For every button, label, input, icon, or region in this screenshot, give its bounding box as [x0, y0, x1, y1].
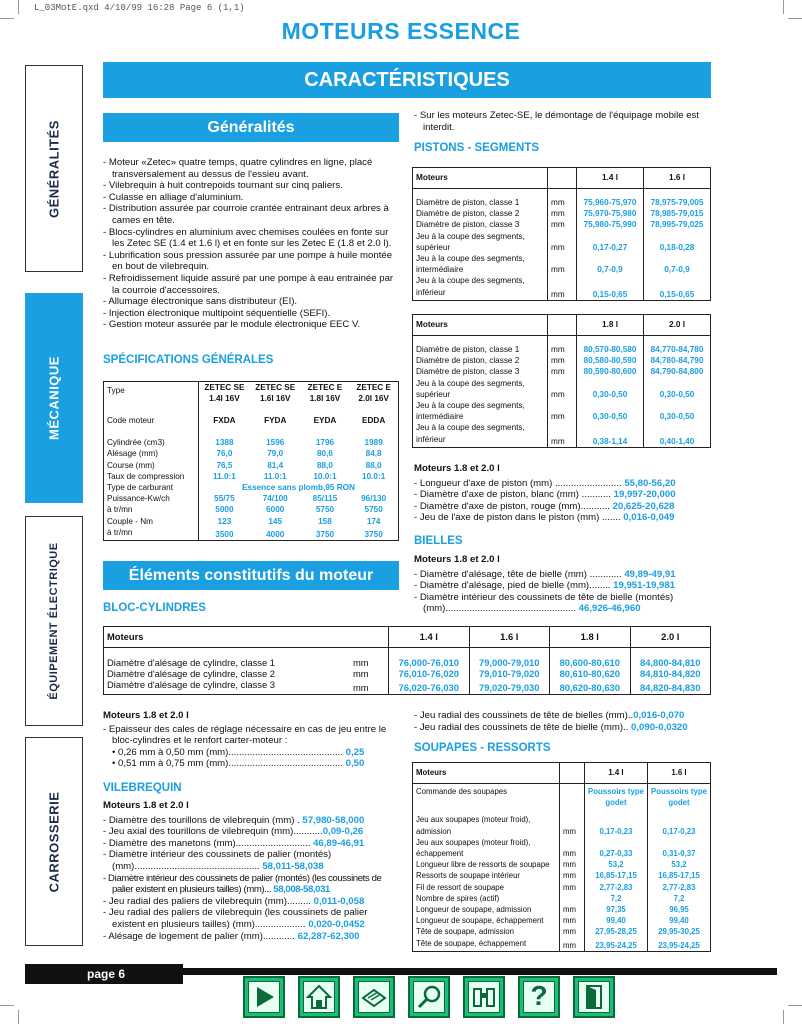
table-cell: mm [548, 355, 577, 366]
table-cell: 7,2 [648, 893, 711, 904]
table-cell: 2,77-2,83 [648, 882, 711, 893]
table-cell: mm [560, 938, 585, 952]
table-cell: Jeu à la coupe des segments, inférieur [416, 276, 525, 297]
table-cell: 75,980-75,990 [577, 219, 644, 230]
list-item: - Diamètre intérieur des coussinets de tête de bielle (montés) (mm)................................................. 46,926-46,960 [414, 591, 674, 615]
generalites-banner: Généralités [103, 113, 399, 142]
table-cell: Jeu aux soupapes (moteur froid), admission [416, 815, 531, 836]
table-cell: 0,30-0,50 [577, 378, 644, 400]
table-header: Moteurs [413, 168, 548, 189]
table-cell: Diamètre de piston, classe 1 [416, 198, 520, 207]
table-header: 1.6 l [648, 763, 711, 784]
shim-label: • 0,26 mm à 0,50 mm (mm)........................................... [112, 746, 343, 758]
table-cell: 88,0 [365, 460, 382, 470]
table-header: 1.4 l [577, 168, 644, 189]
table-cell: Longueur libre de ressorts de soupape [416, 860, 550, 870]
table-header: Moteurs [413, 763, 560, 784]
table-cell: Essence sans plomb,95 RON [199, 482, 399, 493]
table-cell: mm [560, 915, 585, 926]
table-cell: 0,7-0,9 [644, 253, 711, 275]
bielles-sub: Moteurs 1.8 et 2.0 l [414, 554, 500, 565]
table-cell: 84,770-84,780 [644, 336, 711, 356]
table-cell: 79,020-79,030 [469, 679, 550, 694]
table-cell: 0,17-0,27 [577, 231, 644, 253]
list-item: - Diamètre intérieur des coussinets de palier (montés) (mm)............................................... 58,011-58,038 [103, 849, 332, 872]
table-cell: 81,4 [267, 460, 284, 470]
bielles-block [414, 554, 712, 615]
list-item: - Diamètre d'axe de piston, rouge (mm)........... 20,625-20,628 [414, 500, 675, 512]
table-cell: 1596 [266, 438, 285, 448]
list-item: - Lubrification sous pression assurée par une pompe à huile montée en bout de vilebrequin. [103, 249, 393, 273]
pistons-heading: PISTONS - SEGMENTS [414, 142, 540, 154]
table-cell: 76,5 [199, 460, 250, 471]
axe-sub: Moteurs 1.8 et 2.0 l [414, 463, 500, 474]
table-cell: 3750 [315, 529, 335, 539]
table-cell: Diamètre d'alésage de cylindre, classe 1 [107, 657, 276, 668]
next-icon [254, 986, 276, 1008]
table-cell: 78,975-79,005 [644, 189, 711, 209]
table-cell [560, 893, 585, 904]
table-cell: 78,995-79,025 [644, 219, 711, 230]
table-cell: 80,580-80,590 [577, 355, 644, 366]
soupapes-heading: SOUPAPES - RESSORTS [414, 742, 551, 754]
table-cell: Diamètre de piston, classe 2 [416, 209, 520, 219]
table-cell: Code moteur [107, 416, 155, 426]
table-cell: 79,000-79,010 [469, 648, 550, 669]
table-cell: 79,010-79,020 [469, 668, 550, 679]
specs-heading: SPÉCIFICATIONS GÉNÉRALES [103, 354, 274, 366]
list-item: - Culasse en alliage d'aluminium. [103, 191, 244, 203]
table-cell: 80,620-80,630 [550, 679, 631, 694]
side-tab-mecanique[interactable] [25, 293, 83, 503]
table-cell: Puissance-Kw/ch [107, 494, 170, 504]
side-tab-label: GÉNÉRALITÉS [46, 119, 62, 218]
bloc-table [103, 626, 711, 695]
table-header: ZETEC E 1.8l 16V [307, 383, 343, 404]
table-cell: mm [548, 422, 577, 447]
bielles-heading: BIELLES [414, 535, 463, 547]
table-cell: 84,800-84,810 [630, 648, 711, 669]
nav-next-button[interactable] [243, 976, 285, 1018]
table-cell: 0,30-0,50 [577, 400, 644, 422]
table-cell: 80,590-80,600 [577, 366, 644, 377]
table-header: ZETEC SE 1.4l 16V [199, 382, 250, 405]
table-cell: 99,40 [648, 915, 711, 926]
table-cell: mm [353, 682, 369, 694]
table-cell: Poussoirs type godet [585, 784, 648, 809]
list-item: - Blocs-cylindres en aluminium avec chemises coulées en fonte sur les Zetec SE (1.4 et 1.6 l) et en fonte sur les Zetec E (1.8 et 2.0 l). [103, 226, 392, 250]
table-cell: 145 [268, 516, 283, 526]
section-banner: CARACTÉRISTIQUES [103, 62, 711, 98]
table-cell: 3500 [199, 527, 250, 541]
vilebrequin-heading: VILEBREQUIN [103, 782, 182, 794]
table-cell: mm [548, 400, 577, 422]
table-cell: Diamètre de piston, classe 3 [416, 220, 520, 230]
footer-rule [183, 968, 777, 975]
table-cell: 5750 [364, 505, 383, 515]
shim-heading: Moteurs 1.8 et 2.0 l [103, 710, 189, 721]
side-tab-equipement[interactable] [25, 516, 83, 726]
table-cell: 6000 [266, 505, 285, 515]
side-tab-label: ÉQUIPEMENT ÉLECTRIQUE [48, 542, 60, 700]
table-cell: 1796 [315, 438, 335, 448]
table-cell: Jeu à la coupe des segments, inférieur [416, 423, 525, 444]
table-cell: mm [560, 837, 585, 859]
table-cell: mm [560, 904, 585, 915]
table-cell: mm [548, 336, 577, 356]
table-header: 1.8 l [550, 627, 631, 648]
shim-block [103, 710, 399, 770]
table-cell: mm [548, 231, 577, 253]
specs-table [103, 381, 399, 541]
nav-search-button[interactable] [408, 976, 450, 1018]
list-item: - Vilebrequin à huit contrepoids tournant sur cinq paliers. [103, 180, 343, 192]
table-cell: Poussoirs type godet [648, 784, 711, 809]
table-cell: mm [548, 219, 577, 230]
table-cell: 0,30-0,50 [644, 378, 711, 400]
vilebrequin-sub: Moteurs 1.8 et 2.0 l [103, 800, 189, 811]
table-header: 1.8 l [577, 315, 644, 336]
table-cell: 80,610-80,620 [550, 668, 631, 679]
side-tab-generalites[interactable] [25, 65, 83, 272]
shim-text: - Epaisseur des cales de réglage nécessaire en cas de jeu entre le bloc-cylindres et le renfort carter-moteur : [103, 723, 387, 747]
table-cell: mm [560, 859, 585, 870]
nav-exit-button[interactable] [573, 976, 615, 1018]
side-tab-label: MÉCANIQUE [46, 356, 62, 440]
table-cell: 53,2 [585, 859, 648, 870]
soupapes-table [412, 762, 711, 952]
table-cell: 80,600-80,610 [550, 648, 631, 669]
table-header: 2.0 l [630, 627, 711, 648]
table-cell: 27,95-28,25 [585, 926, 648, 937]
table-cell: Couple - Nm [107, 516, 153, 526]
axe-block [414, 463, 712, 524]
table-header: ZETEC SE 1.6l 16V [255, 383, 296, 404]
table-cell: 0,17-0,23 [648, 808, 711, 836]
table-cell: 96,95 [648, 904, 711, 915]
table-cell: mm [560, 870, 585, 881]
shim-value: 0,50 [345, 758, 365, 770]
table-cell: 78,985-79,015 [644, 208, 711, 219]
help-icon: ? [530, 980, 548, 1011]
table-cell: Diamètre d'alésage de cylindre, classe 2 [107, 668, 276, 680]
list-item: - Refroidissement liquide assuré par une pompe à eau entrainée par la courroie d'accessoires. [103, 272, 394, 296]
table-cell: Jeu à la coupe des segments, supérieur [416, 231, 525, 252]
table-cell: 29,95-30,25 [648, 926, 711, 937]
table-cell: mm [560, 808, 585, 836]
table-cell: Course (mm) [107, 460, 155, 470]
table-cell: 0,17-0,23 [585, 808, 648, 836]
table-cell: Commande des soupapes [416, 787, 508, 796]
table-cell: à tr/mn [107, 527, 133, 537]
nav-binoculars-button[interactable] [463, 976, 505, 1018]
table-cell: Longueur de soupape, échappement [416, 916, 544, 926]
home-icon [306, 984, 332, 1010]
list-item: - Diamètre des tourillons de vilebrequin (mm) . 57,980-58,000 [103, 814, 365, 826]
table-cell: Nombre de spires (actif) [416, 893, 500, 903]
bielles-block-2 [414, 710, 712, 733]
table-cell: 158 [318, 516, 332, 526]
list-item: - Diamètre des manetons (mm)............................ 46,89-46,91 [103, 837, 365, 849]
table-cell: mm [548, 366, 577, 377]
table-cell: 2,77-2,83 [585, 882, 648, 893]
list-item: - Jeu axial des tourillons de vilebrequin (mm)...........0,09-0,26 [103, 826, 364, 838]
table-cell: Tête de soupape, échappement [416, 938, 527, 948]
table-cell: Taux de compression [107, 471, 185, 481]
pistons-table-2 [412, 314, 711, 448]
table-cell: Jeu à la coupe des segments, intermédiaire [416, 254, 525, 275]
list-item: - Distribution assurée par courroie crantée entrainant deux arbres à cames en tête. [103, 203, 389, 226]
table-cell: 84,780-84,790 [644, 355, 711, 366]
print-icon [360, 984, 388, 1010]
binoculars-icon [471, 984, 497, 1010]
table-header: 1.4 l [585, 763, 648, 784]
table-cell: mm [548, 378, 577, 400]
table-cell [560, 784, 585, 809]
table-cell: 0,7-0,9 [577, 253, 644, 275]
exit-icon [582, 984, 606, 1010]
table-cell: Cylindrée (cm3) [107, 438, 165, 448]
table-cell: FXDA [199, 404, 250, 426]
list-item: - Diamètre d'alésage, tête de bielle (mm) ............ 49,89-49,91 [414, 568, 676, 580]
page-number: page 6 [86, 967, 125, 981]
list-item: - Diamètre d'axe de piston, blanc (mm) ........... 19,997-20,000 [414, 489, 676, 501]
table-cell: 3750 [364, 529, 383, 539]
table-cell: 85/115 [312, 494, 338, 504]
table-cell: 79,0 [267, 449, 284, 459]
file-header: L_03MotE.qxd 4/10/99 16:28 Page 6 (1,1) [34, 3, 245, 13]
list-item: - Jeu radial des coussinets de tête de bielle (mm).. 0,090-0,0320 [414, 721, 688, 733]
table-cell: mm [353, 668, 369, 680]
elements-banner: Éléments constitutifs du moteur [103, 561, 399, 590]
table-cell: 1989 [364, 438, 383, 448]
table-cell: mm [560, 882, 585, 893]
table-cell: 11.0:1 [199, 471, 250, 482]
table-cell: 23,95-24,25 [585, 938, 648, 952]
table-cell: mm [548, 208, 577, 219]
table-cell: 0,27-0,33 [585, 837, 648, 859]
table-cell: 10.0:1 [313, 471, 337, 481]
table-header: Moteurs [413, 315, 548, 336]
list-item: - Alésage de logement de palier (mm)............ 62,287-62,300 [103, 930, 360, 942]
table-cell: 99,40 [585, 915, 648, 926]
table-cell: Ressorts de soupape intérieur [416, 871, 521, 881]
table-cell: 0,30-0,50 [644, 400, 711, 422]
table-cell: mm [548, 189, 577, 209]
table-cell: Type [107, 386, 125, 395]
shim-value: 0,25 [345, 746, 365, 758]
table-cell: 88,0 [316, 460, 333, 470]
table-cell: 76,000-76,010 [389, 648, 470, 669]
table-cell: à tr/mn [107, 505, 133, 515]
table-cell: 84,820-84,830 [630, 679, 711, 694]
generalites-list [103, 157, 399, 331]
table-cell: 5000 [199, 504, 250, 515]
table-header: Moteurs [104, 627, 351, 648]
vilebrequin-list [103, 800, 399, 942]
right-intro [414, 110, 712, 133]
list-item: - Moteur «Zetec» quatre temps, quatre cylindres en ligne, placé transversalement au dessus de l'essieu avant. [103, 157, 373, 180]
table-cell: 97,35 [585, 904, 648, 915]
table-header: 1.6 l [644, 168, 711, 189]
table-cell: 96/130 [361, 494, 387, 504]
table-cell: 84,810-84,820 [630, 668, 711, 679]
table-cell: Alésage (mm) [107, 449, 158, 459]
list-item: - Jeu radial des paliers de vilebrequin (les coussinets de palier existent en plusieurs tailles) (mm)................... 0,020-0,0452 [103, 907, 368, 930]
table-cell: 16,85-17,15 [648, 870, 711, 881]
table-cell: mm [353, 657, 369, 668]
table-header: 1.4 l [389, 627, 470, 648]
table-cell: 74/100 [262, 494, 288, 504]
table-cell: mm [548, 253, 577, 275]
table-cell: 0,38-1,14 [577, 422, 644, 447]
table-cell: 10.0:1 [362, 471, 386, 481]
table-cell: 0,31-0,37 [648, 837, 711, 859]
table-cell: 75,960-75,970 [577, 189, 644, 209]
table-cell: Tête de soupape, admission [416, 927, 514, 937]
list-item: - Jeu radial des paliers de vilebrequin (mm)......... 0,011-0,058 [103, 895, 365, 907]
table-cell: 84,8 [365, 449, 382, 459]
list-item: - Diamètre intérieur des coussinets de palier (montés) (les coussinets de palier existent en plusieurs tailles) (mm)... 58,008-58,031 [103, 872, 382, 896]
shim-label: • 0,51 mm à 0,75 mm (mm)........................................... [112, 758, 343, 770]
table-header: 2.0 l [644, 315, 711, 336]
table-cell: 53,2 [648, 859, 711, 870]
table-cell: Fil de ressort de soupape [416, 882, 504, 892]
table-cell: Longueur de soupape, admission [416, 905, 532, 915]
nav-help-button[interactable] [518, 976, 560, 1018]
table-cell: 80,570-80,580 [577, 336, 644, 356]
table-cell: FYDA [264, 416, 287, 426]
pistons-table-1 [412, 167, 711, 301]
list-item: - Diamètre d'alésage, pied de bielle (mm)........ 19,951-19,981 [414, 580, 676, 592]
list-item: - Allumage électronique sans distributeur (EI). [103, 296, 298, 308]
list-item: - Jeu de l'axe de piston dans le piston (mm) ....... 0,016-0,049 [414, 512, 675, 524]
list-item: - Longueur d'axe de piston (mm) ......................... 55,80-56,20 [414, 477, 676, 489]
table-cell: Diamètre d'alésage de cylindre, classe 3 [107, 679, 276, 691]
table-cell: 7,2 [585, 893, 648, 904]
table-header: 1.6 l [469, 627, 550, 648]
table-cell: 23,95-24,25 [648, 938, 711, 952]
table-cell: 0,18-0,28 [644, 231, 711, 253]
table-cell: 0,15-0,65 [644, 275, 711, 300]
table-cell: 0,40-1,40 [644, 422, 711, 447]
nav-print-button[interactable] [353, 976, 395, 1018]
table-cell: Jeu à la coupe des segments, intermédiaire [416, 401, 525, 422]
table-cell: 75,970-75,980 [577, 208, 644, 219]
list-item: - Gestion moteur assurée par le module électronique EEC V. [103, 319, 361, 331]
side-tab-label: CARROSSERIE [46, 791, 62, 892]
table-cell: Diamètre de piston, classe 3 [416, 367, 520, 377]
table-cell: EDDA [362, 416, 386, 426]
table-cell: Type de carburant [107, 483, 173, 493]
table-cell: mm [548, 275, 577, 300]
table-cell: Jeu aux soupapes (moteur froid), échappement [416, 837, 531, 859]
table-cell: Diamètre de piston, classe 2 [416, 356, 520, 366]
page-footer [25, 964, 183, 984]
table-cell: 123 [199, 516, 250, 527]
table-cell: 80,6 [316, 449, 333, 459]
table-cell: 4000 [266, 529, 285, 539]
table-cell: EYDA [313, 416, 337, 426]
table-cell: 76,020-76,030 [389, 679, 470, 694]
table-cell: 5750 [315, 505, 335, 515]
table-header: ZETEC E 2.0l 16V [356, 383, 391, 404]
list-item: - Injection électronique multipoint séquentielle (SEFI). [103, 307, 331, 319]
side-tab-carrosserie[interactable] [25, 737, 83, 946]
table-cell: 11.0:1 [263, 471, 287, 481]
table-cell: 84,790-84,800 [644, 366, 711, 377]
bloc-heading: BLOC-CYLINDRES [103, 602, 206, 614]
table-cell: Diamètre de piston, classe 1 [416, 345, 520, 354]
table-cell: Jeu à la coupe des segments, supérieur [416, 378, 525, 399]
table-cell: 174 [366, 516, 381, 526]
table-cell: 0,15-0,65 [577, 275, 644, 300]
table-cell: 55/75 [199, 493, 250, 504]
page-title: MOTEURS ESSENCE [281, 18, 521, 44]
table-cell: mm [560, 926, 585, 937]
nav-home-button[interactable] [298, 976, 340, 1018]
table-cell: 16,85-17,15 [585, 870, 648, 881]
search-icon [416, 984, 442, 1010]
table-cell: 1388 [199, 426, 250, 448]
table-cell: 76,0 [199, 448, 250, 459]
list-item: - Jeu radial des coussinets de tête de bielles (mm)..0,016-0,070 [414, 710, 685, 721]
intro-text: - Sur les moteurs Zetec-SE, le démontage de l'équipage mobile est interdit. [414, 110, 699, 133]
table-cell: 76,010-76,020 [389, 668, 470, 679]
